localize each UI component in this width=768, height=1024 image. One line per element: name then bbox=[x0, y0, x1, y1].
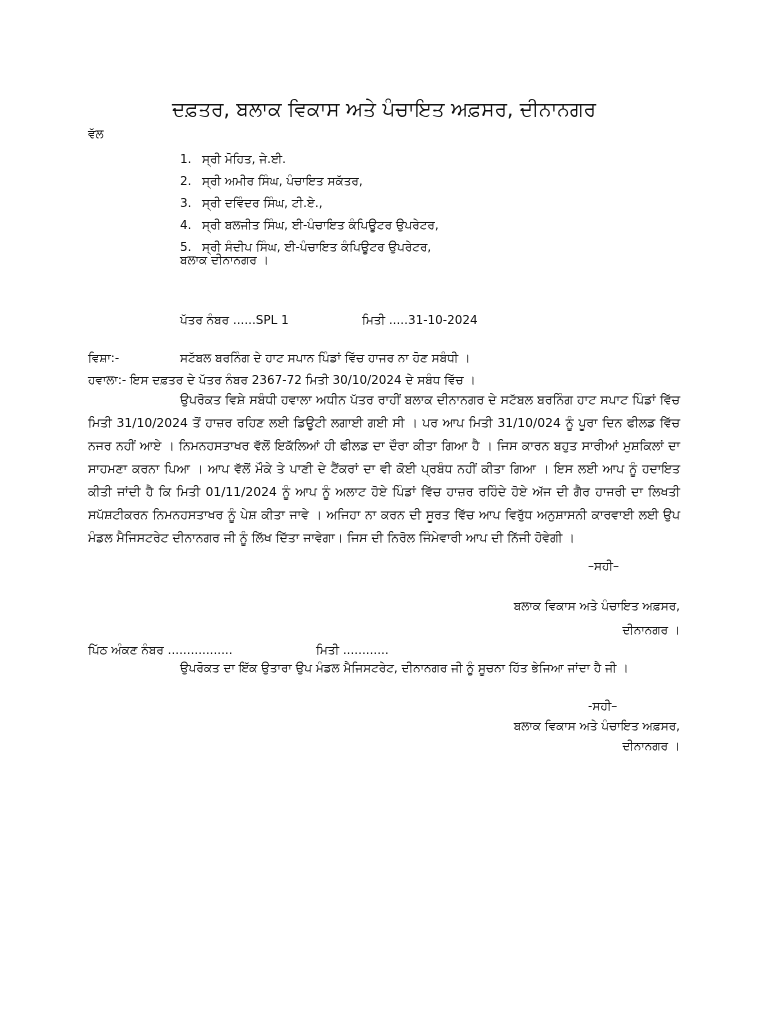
signatory-designation: ਬਲਾਕ ਵਿਕਾਸ ਅਤੇ ਪੰਚਾਇਤ ਅਫ਼ਸਰ, bbox=[513, 599, 680, 613]
endorsement-number: ਪਿੱਠ ਅੰਕਣ ਨੰਬਰ ................. bbox=[88, 643, 233, 657]
to-label: ਵੱਲ bbox=[88, 127, 104, 141]
recipient-item bbox=[180, 214, 439, 236]
endorsement-text: ਉਪਰੋਕਤ ਦਾ ਇੱਕ ਉਤਾਰਾ ਉਪ ਮੰਡਲ ਮੈਜਿਸਟਰੇਟ, ਦੀਨਾਨਗਰ ਜੀ ਨੂੰ ਸੂਚਨਾ ਹਿੱਤ ਭੇਜਿਆ ਜਾਂਦਾ ਹੈ ਜੀ । bbox=[180, 661, 629, 675]
recipient-number: 2. bbox=[180, 174, 192, 188]
letter-date: ਮਿਤੀ .....31-10-2024 bbox=[362, 313, 478, 327]
recipient-item bbox=[180, 148, 439, 170]
page-title: ਦਫ਼ਤਰ, ਬਲਾਕ ਵਿਕਾਸ ਅਤੇ ਪੰਚਾਇਤ ਅਫ਼ਸਰ, ਦੀਨਾਨਗਰ bbox=[171, 97, 597, 121]
signature-mark: –ਸਹੀ– bbox=[588, 559, 619, 573]
recipient-name: ਸ੍ਰੀ ਮੋਹਿਤ, ਜੇ.ਈ. bbox=[202, 152, 286, 166]
block-line: ਬਲਾਕ ਦੀਨਾਨਗਰ । bbox=[180, 253, 269, 267]
signatory-designation: ਬਲਾਕ ਵਿਕਾਸ ਅਤੇ ਪੰਚਾਇਤ ਅਫ਼ਸਰ, bbox=[513, 719, 680, 733]
recipient-number: 1. bbox=[180, 152, 192, 166]
signature-mark: -ਸਹੀ– bbox=[588, 699, 618, 713]
recipient-name: ਸ੍ਰੀ ਦਵਿੰਦਰ ਸਿੰਘ, ਟੀ.ਏ., bbox=[202, 196, 323, 210]
recipient-number: 5. bbox=[180, 240, 192, 254]
signatory-place: ਦੀਨਾਨਗਰ । bbox=[622, 623, 680, 637]
recipient-name: ਸ੍ਰੀ ਅਮੀਰ ਸਿੰਘ, ਪੰਚਾਇਤ ਸਕੱਤਰ, bbox=[202, 174, 363, 188]
reference-line: ਹਵਾਲਾ:- ਇਸ ਦਫ਼ਤਰ ਦੇ ਪੱਤਰ ਨੰਬਰ 2367-72 ਮਿਤੀ 30/10/2024 ਦੇ ਸਬੰਧ ਵਿੱਚ । bbox=[88, 373, 476, 387]
recipient-name: ਸ੍ਰੀ ਸੰਦੀਪ ਸਿੰਘ, ਈ-ਪੰਚਾਇਤ ਕੰਪਿਊਟਰ ਉਪਰੇਟਰ, bbox=[202, 240, 432, 254]
endorsement-date: ਮਿਤੀ ............ bbox=[316, 643, 389, 657]
recipient-list bbox=[180, 148, 439, 258]
recipient-number: 4. bbox=[180, 218, 192, 232]
signatory-place: ਦੀਨਾਨਗਰ । bbox=[622, 739, 680, 753]
subject-text: ਸਟੱਬਲ ਬਰਨਿੰਗ ਦੇ ਹਾਟ ਸਪਾਨ ਪਿੰਡਾਂ ਵਿੱਚ ਹਾਜਰ ਨਾ ਹੋਣ ਸਬੰਧੀ । bbox=[180, 351, 471, 365]
recipient-item bbox=[180, 192, 439, 214]
recipient-number: 3. bbox=[180, 196, 192, 210]
recipient-item bbox=[180, 170, 439, 192]
subject-label: ਵਿਸ਼ਾ:- bbox=[88, 351, 120, 365]
body-paragraph: ਉਪਰੋਕਤ ਵਿਸ਼ੇ ਸਬੰਧੀ ਹਵਾਲਾ ਅਧੀਨ ਪੱਤਰ ਰਾਹੀਂ ਬਲਾਕ ਦੀਨਾਨਗਰ ਦੇ ਸਟੱਬਲ ਬਰਨਿੰਗ ਹਾਟ ਸਪਾਟ ਪਿੰਡਾਂ ਵਿੱਚ ਮਿਤੀ 31/10/2024 ਤੋਂ ਹਾਜ਼ਰ ਰਹਿਣ ਲਈ ਡਿਊਟੀ ਲਗਾਈ ਗਈ ਸੀ । ਪਰ ਆਪ ਮਿਤੀ 31/10/024 ਨੂੰ ਪੂਰਾ ਦਿਨ ਫੀਲਡ ਵਿੱਚ ਨਜਰ ਨਹੀਂ ਆਏ । ਨਿਮਨਹਸਤਾਖਰ ਵੱਲੋਂ ਇਕੱਲਿਆਂ ਹੀ ਫੀਲਡ ਦਾ ਦੌਰਾ ਕੀਤਾ ਗਿਆ ਹੈ । ਜਿਸ ਕਾਰਨ ਬਹੁਤ ਸਾਰੀਆਂ ਮੁਸ਼ਕਿਲਾਂ ਦਾ ਸਾਹਮਣਾ ਕਰਨਾ ਪਿਆ । ਆਪ ਵੱਲੋਂ ਮੌਕੇ ਤੇ ਪਾਣੀ ਦੇ ਟੈਂਕਰਾਂ ਦਾ ਵੀ ਕੋਈ ਪ੍ਰਬੰਧ ਨਹੀਂ ਕੀਤਾ ਗਿਆ । ਇਸ ਲਈ ਆਪ ਨੂੰ ਹਦਾਇਤ ਕੀਤੀ ਜਾਂਦੀ ਹੈ ਕਿ ਮਿਤੀ 01/11/2024 ਨੂੰ ਆਪ ਨੂੰ ਅਲਾਟ ਹੋਏ ਪਿੰਡਾਂ ਵਿੱਚ ਹਾਜ਼ਰ ਰਹਿੰਦੇ ਹੋਏ ਅੱਜ ਦੀ ਗੈਰ ਹਾਜਰੀ ਦਾ ਲਿਖਤੀ ਸਪੱਸ਼ਟੀਕਰਨ ਨਿਮਨਹਸਤਾਖਰ ਨੂੰ ਪੇਸ਼ ਕੀਤਾ ਜਾਵੇ । ਅਜਿਹਾ ਨਾ ਕਰਨ ਦੀ ਸੂਰਤ ਵਿੱਚ ਆਪ ਵਿਰੁੱਧ ਅਨੁਸ਼ਾਸਨੀ ਕਾਰਵਾਈ ਲਈ ਉਪ ਮੰਡਲ ਮੈਜਿਸਟਰੇਟ ਦੀਨਾਨਗਰ ਜੀ ਨੂੰ ਲਿੱਖ ਦਿੱਤਾ ਜਾਵੇਗਾ। ਜਿਸ ਦੀ ਨਿਰੋਲ ਜਿੰਮੇਵਾਰੀ ਆਪ ਦੀ ਨਿੱਜੀ ਹੋਵੇਗੀ । bbox=[88, 392, 680, 545]
recipient-name: ਸ੍ਰੀ ਬਲਜੀਤ ਸਿੰਘ, ਈ-ਪੰਚਾਇਤ ਕੰਪਿਊਟਰ ਉਪਰੇਟਰ, bbox=[202, 218, 439, 232]
letter-number: ਪੱਤਰ ਨੰਬਰ ......SPL 1 bbox=[180, 313, 289, 327]
